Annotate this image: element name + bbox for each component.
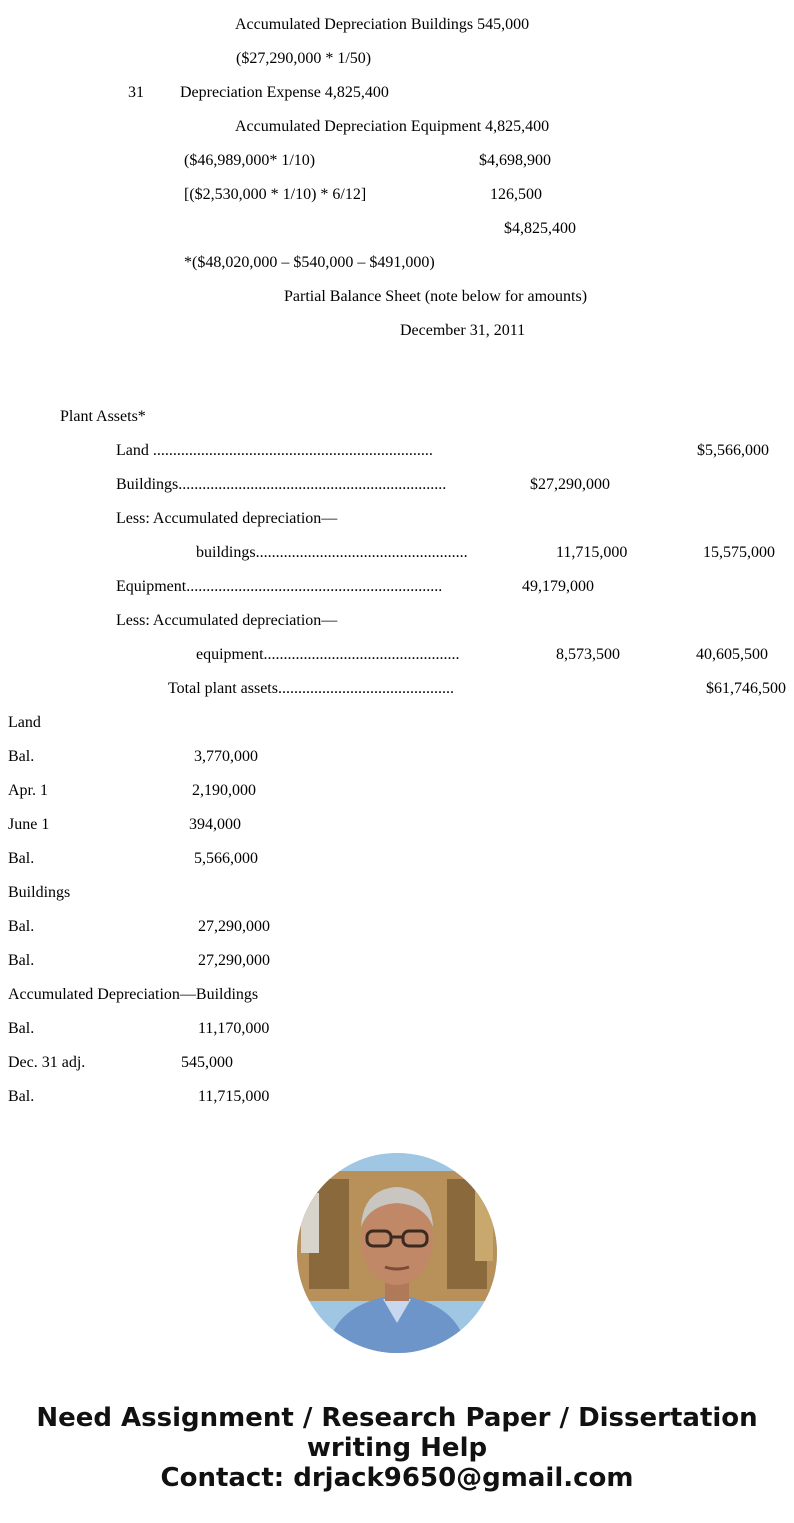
ledger-land-row-label: June 1 bbox=[8, 816, 50, 833]
total-plant-assets-label: Total plant assets............................................ bbox=[168, 680, 454, 697]
journal-acc-dep-equipment: Accumulated Depreciation Equipment 4,825,400 bbox=[235, 118, 550, 135]
journal-dep-expense: Depreciation Expense 4,825,400 bbox=[180, 84, 389, 101]
journal-calc1-value: $4,698,900 bbox=[479, 152, 551, 169]
journal-calc2-value: 126,500 bbox=[490, 186, 542, 203]
equipment-label: Equipment................................................................ bbox=[116, 578, 443, 595]
acc-dep-equipment-value: 8,573,500 bbox=[556, 646, 620, 663]
ledger-buildings-row-value: 27,290,000 bbox=[198, 952, 270, 969]
ledger-acc-dep-row-label: Bal. bbox=[8, 1020, 35, 1037]
ledger-land-row-value: 5,566,000 bbox=[194, 850, 258, 867]
net-buildings-value: 15,575,000 bbox=[703, 544, 775, 561]
ledger-land-row-value: 2,190,000 bbox=[192, 782, 256, 799]
person-portrait-icon bbox=[297, 1153, 497, 1353]
ledger-acc-dep-row-value: 11,170,000 bbox=[198, 1020, 270, 1037]
ledger-land-row-value: 3,770,000 bbox=[194, 748, 258, 765]
balance-sheet-title: Partial Balance Sheet (note below for amounts) bbox=[284, 288, 588, 305]
less-acc-dep-buildings: Less: Accumulated depreciation— bbox=[116, 510, 338, 527]
journal-footnote: *($48,020,000 – $540,000 – $491,000) bbox=[184, 254, 435, 271]
ledger-buildings-row-label: Bal. bbox=[8, 952, 35, 969]
ledger-acc-dep-row-value: 545,000 bbox=[181, 1054, 233, 1071]
banner-line-1: Need Assignment / Research Paper / Dissertation bbox=[36, 1403, 758, 1433]
journal-calc1-label: ($46,989,000* 1/10) bbox=[184, 152, 316, 169]
ledger-land-row-value: 394,000 bbox=[189, 816, 241, 833]
ledger-buildings-row-value: 27,290,000 bbox=[198, 918, 270, 935]
journal-day: 31 bbox=[128, 84, 144, 101]
ledger-acc-dep-row-label: Dec. 31 adj. bbox=[8, 1054, 86, 1071]
acc-dep-equipment-label: equipment................................................. bbox=[196, 646, 460, 663]
ledger-land-row-label: Bal. bbox=[8, 748, 35, 765]
plant-assets-heading: Plant Assets* bbox=[60, 408, 146, 425]
banner-contact-line: Contact: drjack9650@gmail.com bbox=[160, 1463, 634, 1493]
acc-dep-buildings-label: buildings..................................................... bbox=[196, 544, 468, 561]
buildings-label: Buildings................................................................... bbox=[116, 476, 447, 493]
acc-dep-buildings-value: 11,715,000 bbox=[556, 544, 628, 561]
ledger-land-row-label: Apr. 1 bbox=[8, 782, 48, 799]
ledger-land-title: Land bbox=[8, 714, 41, 731]
journal-buildings-calc: ($27,290,000 * 1/50) bbox=[236, 50, 372, 67]
journal-calc-total: $4,825,400 bbox=[504, 220, 576, 237]
less-acc-dep-equipment: Less: Accumulated depreciation— bbox=[116, 612, 338, 629]
ledger-buildings-row-label: Bal. bbox=[8, 918, 35, 935]
journal-acc-dep-buildings: Accumulated Depreciation Buildings 545,000 bbox=[235, 16, 530, 33]
land-label: Land ...................................................................... bbox=[116, 442, 433, 459]
journal-calc2-label: [($2,530,000 * 1/10) * 6/12] bbox=[184, 186, 367, 203]
balance-sheet-date: December 31, 2011 bbox=[400, 322, 526, 339]
ledger-buildings-title: Buildings bbox=[8, 884, 71, 901]
buildings-value: $27,290,000 bbox=[530, 476, 610, 493]
total-plant-assets-value: $61,746,500 bbox=[706, 680, 786, 697]
banner-line-2: writing Help bbox=[306, 1433, 488, 1463]
net-equipment-value: 40,605,500 bbox=[696, 646, 768, 663]
ledger-land-row-label: Bal. bbox=[8, 850, 35, 867]
ledger-acc-dep-title: Accumulated Depreciation—Buildings bbox=[8, 986, 259, 1003]
land-value: $5,566,000 bbox=[697, 442, 769, 459]
equipment-value: 49,179,000 bbox=[522, 578, 594, 595]
contact-banner bbox=[0, 1403, 794, 1493]
ledger-acc-dep-row-value: 11,715,000 bbox=[198, 1088, 270, 1105]
ledger-acc-dep-row-label: Bal. bbox=[8, 1088, 35, 1105]
avatar bbox=[297, 1153, 497, 1353]
